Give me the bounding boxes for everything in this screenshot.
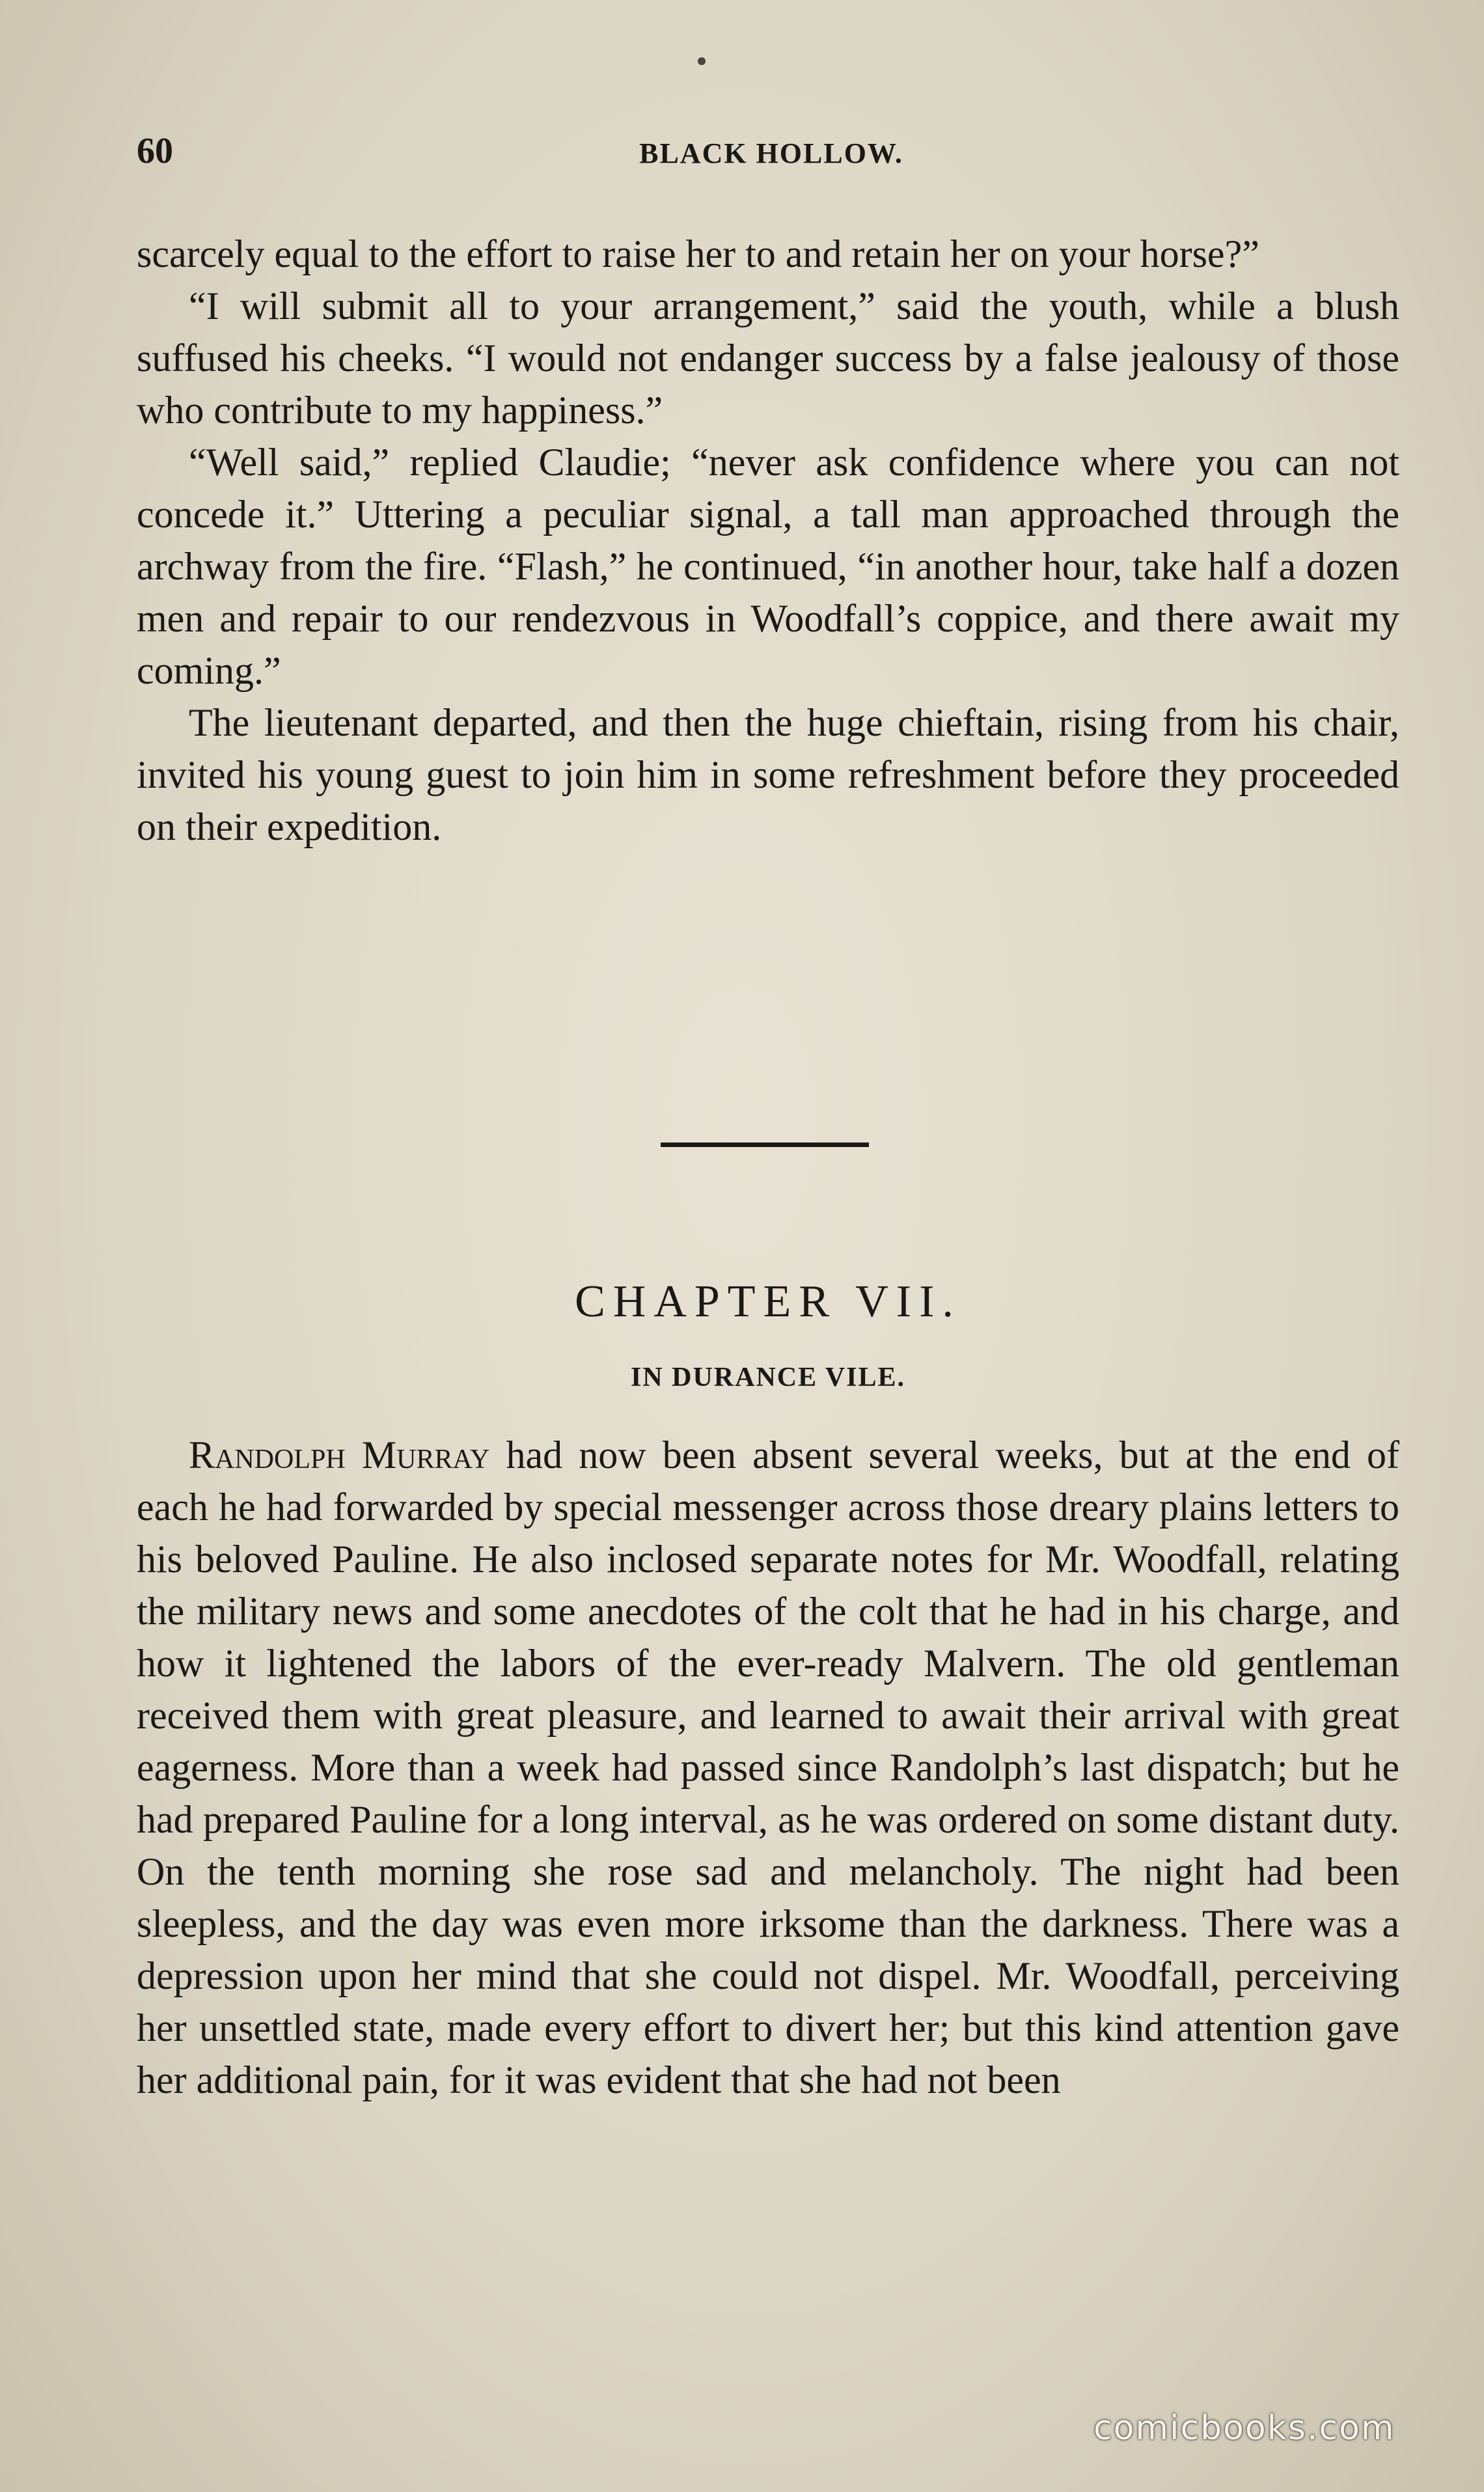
page-number: 60 <box>137 131 173 171</box>
paragraph-1: scarcely equal to the effort to raise her to and retain her on your horse?” <box>137 232 1259 275</box>
chapter-subtitle: IN DURANCE VILE. <box>630 1363 906 1392</box>
section-divider-rule <box>661 1142 869 1147</box>
print-speck <box>698 57 706 65</box>
chapter-title: CHAPTER VII. <box>575 1277 961 1327</box>
paragraph-4: The lieutenant departed, and then the huge chieftain, rising from his chair, invited his young guest to join him in some refreshment before they proceeded on their expedition. <box>137 701 1399 848</box>
running-head: BLACK HOLLOW. <box>639 137 903 169</box>
watermark: comicbooks.com <box>1093 2409 1395 2448</box>
paragraph-2: “I will submit all to your arrangement,” said the youth, while a blush suffused his cheeks. “I would not endanger success by a false jealousy of those who contribute to my happiness.” <box>137 284 1399 432</box>
lead-name-smallcaps: Randolph Murray <box>189 1433 490 1476</box>
chapter-paragraph-1 <box>137 1429 1399 2106</box>
chapter-body <box>137 1429 1399 2106</box>
page-header <box>137 124 1406 182</box>
chapter-paragraph-text: had now been absent several weeks, but at the end of each he had forwarded by special messenger across those dreary plains letters to his beloved Pauline. He also inclosed separate notes for Mr. Woodfall, relating the military news and some anecdotes of the colt that he had in his charge, and how it lightened the labors of the ever-ready Malvern. The old gentleman received them with great pleasure, and learned to await their arrival with great eagerness. More than a week had passed since Randolph’s last dispatch; but he had prepared Pauline for a long interval, as he was ordered on some distant duty. On the tenth morning she rose sad and melancholy. The night had been sleepless, and the day was even more irksome than the darkness. There was a depression upon her mind that she could not dispel. Mr. Woodfall, perceiving her unsettled state, made every effort to divert her; but this kind attention gave her additional pain, for it was evident that she had not been <box>137 1433 1399 2101</box>
paragraph-3: “Well said,” replied Claudie; “never ask confidence where you can not concede it.” Uttering a peculiar signal, a tall man approached through the archway from the fire. “Flash,” he continued, “in another hour, take half a dozen men and repair to our rendezvous in Woodfall’s coppice, and there await my coming.” <box>137 441 1399 692</box>
text-block-before-chapter <box>137 228 1399 853</box>
